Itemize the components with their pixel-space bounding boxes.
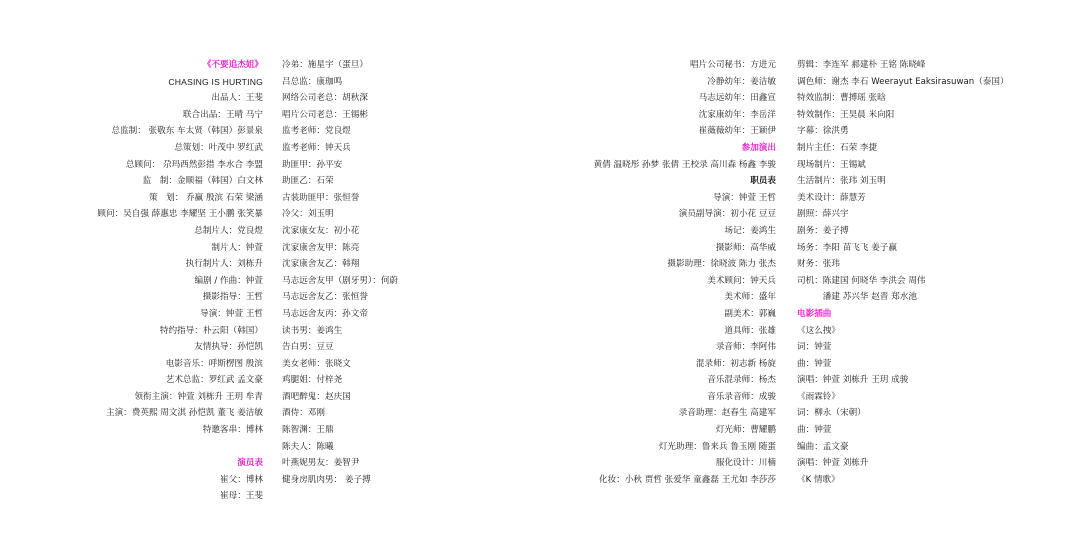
credit-line: 沈家康舍友甲：陈亮: [282, 242, 360, 253]
credit-line: 特效监制：曹搏瑶 张晗: [797, 93, 886, 104]
credit-line: 总策划：叶茂中 罗红武: [174, 142, 263, 153]
credit-line: 崔父：博林: [220, 474, 263, 485]
credit-line: 主演：费英熙 周文淇 孙恺凯 董飞 姜洁敏: [105, 408, 263, 419]
credit-line: 录音师：李阿伟: [715, 342, 776, 353]
credit-line: 唱片公司秘书：方进元: [690, 60, 776, 70]
credit-line: 录音助理：赵春生 高建军: [678, 408, 776, 419]
credit-line: 领衔主演：钟萱 刘栋升 王玥 牟青: [134, 391, 263, 402]
credit-line: 助匪乙：石荣: [282, 176, 334, 187]
credit-line: 美术设计：薛慧芳: [797, 192, 866, 203]
credit-line: 演唱：钟萱 刘栋升: [797, 458, 869, 469]
credits-column-4: [797, 57, 1047, 488]
credit-line: 音乐混录师：杨杰: [707, 375, 776, 386]
credit-line: 总顾问： 尕玛西然彭措 李水合 李盟: [125, 159, 263, 170]
credit-line: 顾问：吴自强 薛惠忠 李耀坚 王小鹏 张笑暴: [97, 209, 263, 220]
credit-line: 摄影师：高华威: [715, 242, 776, 253]
credit-line: 制片人：钟萱: [211, 242, 263, 253]
credit-line: 黄倩 温晓彤 孙梦 张倩 王校录 高川森 杨鑫 李骏: [593, 159, 776, 170]
credit-line: 电影音乐：呼斯楞图 殷滨: [165, 358, 263, 369]
credit-line: 监 制：金顺福（韩国）白文林: [142, 176, 263, 187]
credit-line: 告白男：豆豆: [282, 342, 334, 353]
section-heading: 电影插曲: [797, 308, 832, 319]
credit-line: 生活制片：张玮 刘玉明: [797, 176, 886, 187]
credit-line: 美术顾问：钟天兵: [707, 275, 776, 286]
credit-line: 演唱：钟萱 刘栋升 王玥 成骏: [797, 375, 909, 386]
credits-column-3: [560, 57, 776, 488]
credit-line: 副美术：郭巍: [724, 308, 776, 319]
credit-line: 冷静幼年：姜洁敏: [707, 76, 776, 87]
credit-line: 读书男：姜鸿生: [282, 325, 343, 336]
credit-line: 音乐录音师：成骏: [707, 391, 776, 402]
credit-line: 美术师：盛年: [724, 292, 776, 303]
credit-line: 《K 情歌》: [797, 474, 840, 485]
credit-line: 冷弟：施星宇（蛋旦）: [282, 60, 368, 70]
credit-line: 道具师：张雄: [724, 325, 776, 336]
credit-line: 服化设计：川楠: [715, 458, 776, 469]
credit-line: 场务：李阳 苗飞飞 姜子赢: [797, 242, 897, 253]
credit-line: 崔母：王斐: [220, 491, 263, 502]
credit-line: 司机：陈建国 何晓华 李洪会 周伟: [797, 275, 926, 286]
credits-column-2: [282, 57, 482, 488]
credit-line: 《雨霖铃》: [797, 391, 840, 402]
section-heading: 职员表: [750, 176, 776, 187]
credit-line: 健身房肌肉男： 姜子搏: [282, 474, 371, 485]
credit-line: 古装助匪甲：张恒誉: [282, 192, 360, 203]
section-heading: 演员表: [237, 458, 263, 469]
credit-line: 摄影指导：王哲: [202, 292, 263, 303]
credit-line: 友情执导：孙恺凯: [194, 342, 263, 353]
credit-line: 执行制片人：刘栋升: [185, 259, 263, 270]
credit-line: 调色师：谢杰 李石 Weerayut Eaksirasuwan（泰国）: [797, 76, 1009, 87]
credit-line: 编曲：孟文豪: [797, 441, 849, 452]
credit-line: 词：钟萱: [797, 342, 832, 353]
credit-line: 潘建 苏兴华 赵晋 郑水池: [797, 292, 917, 303]
credit-line: 网络公司老总：胡秋深: [282, 93, 368, 104]
credit-line: 酒侍：邓刚: [282, 408, 325, 419]
credit-line: 总制片人：党良煜: [194, 225, 263, 236]
credit-line: 曲：钟萱: [797, 425, 832, 436]
credit-line: 剪辑：李连军 郝建朴 王铭 陈晓峰: [797, 60, 926, 70]
credit-line: 马志远幼年：田鑫宣: [698, 93, 776, 104]
credit-line: 现场制片：王锡斌: [797, 159, 866, 170]
credit-line: 导演：钟萱 王哲: [713, 192, 776, 203]
credit-line: 沈家康幼年：李岳洋: [698, 109, 776, 120]
credit-line: 字幕：徐洪勇: [797, 126, 849, 137]
credit-line: 鸡腿姐：付梓尧: [282, 375, 343, 386]
credit-line: 灯光助理：鲁来兵 鲁玉刚 随蛋: [658, 441, 776, 452]
credit-line: CHASING IS HURTING: [168, 76, 263, 87]
credit-line: 美女老师：张晓文: [282, 358, 351, 369]
credit-line: 场记：姜鸿生: [724, 225, 776, 236]
credit-line: 陈智渊：王鼎: [282, 425, 334, 436]
credit-line: 沈家康舍友乙：韩翔: [282, 259, 360, 270]
credit-line: 陈夫人：陈曦: [282, 441, 334, 452]
credit-line: 特效制作：王昊晨 米向阳: [797, 109, 895, 120]
credit-line: [60, 439, 263, 456]
credits-column-1: [60, 57, 263, 505]
credit-line: 特邀客串：博林: [202, 425, 263, 436]
credit-line: 灯光师：曹耀鹏: [715, 425, 776, 436]
credit-line: 特约指导：朴云阳（韩国）: [159, 325, 263, 336]
credit-line: 马志远舍友乙：张恒誉: [282, 292, 368, 303]
credit-line: 联合出品：王晴 马宁: [182, 109, 263, 120]
credit-line: 剧务：姜子搏: [797, 225, 849, 236]
credit-line: 导演：钟萱 王哲: [200, 308, 263, 319]
credit-line: 出品人：王斐: [211, 93, 263, 104]
credit-line: 冷父：刘玉明: [282, 209, 334, 220]
credit-line: 曲：钟萱: [797, 358, 832, 369]
credit-line: 艺术总监：罗红武 孟文豪: [165, 375, 263, 386]
credit-line: 词：柳永（宋朝）: [797, 408, 866, 419]
credit-line: 监考老师：党良煜: [282, 126, 351, 137]
credit-line: 叶燕妮男友：姜智尹: [282, 458, 360, 469]
credit-line: 策 划： 乔赢 殷滨 石荣 梁涵: [148, 192, 263, 203]
section-heading: 《不要追杰姐》: [202, 60, 263, 70]
credit-line: 酒吧醉鬼：赵庆国: [282, 391, 351, 402]
credit-line: 混录师：初志新 杨旋: [695, 358, 776, 369]
credit-line: 财务：张玮: [797, 259, 840, 270]
credit-line: 摄影助理：徐晓波 陈力 张杰: [667, 259, 776, 270]
credit-line: 吕总监：康珈鸣: [282, 76, 343, 87]
credit-line: 化妆：小秋 贾哲 张爱华 童鑫磊 王尤如 李莎莎: [599, 474, 776, 485]
credit-line: 马志远舍友丙：孙文帝: [282, 308, 368, 319]
credit-line: 助匪甲：孙平安: [282, 159, 343, 170]
credit-line: 制片主任：石荣 李捷: [797, 142, 878, 153]
credit-line: 演员副导演：初小花 豆豆: [678, 209, 776, 220]
credit-line: 马志远舍友甲（剧牙男）：何蔚: [282, 275, 399, 286]
credit-line: 唱片公司老总：王锡彬: [282, 109, 368, 120]
credit-line: 《这么拽》: [797, 325, 840, 336]
credit-line: 崔薇薇幼年：王颖伊: [698, 126, 776, 137]
section-heading: 参加演出: [741, 142, 776, 153]
credit-line: 剧照：薛兴宇: [797, 209, 849, 220]
credit-line: 总监制： 张敬东 车太贤（韩国）彭景泉: [111, 126, 263, 137]
credit-line: 监考老师：钟天兵: [282, 142, 351, 153]
credit-line: 沈家康女友：初小花: [282, 225, 360, 236]
credit-line: 编剧 / 作曲：钟萱: [194, 275, 263, 286]
